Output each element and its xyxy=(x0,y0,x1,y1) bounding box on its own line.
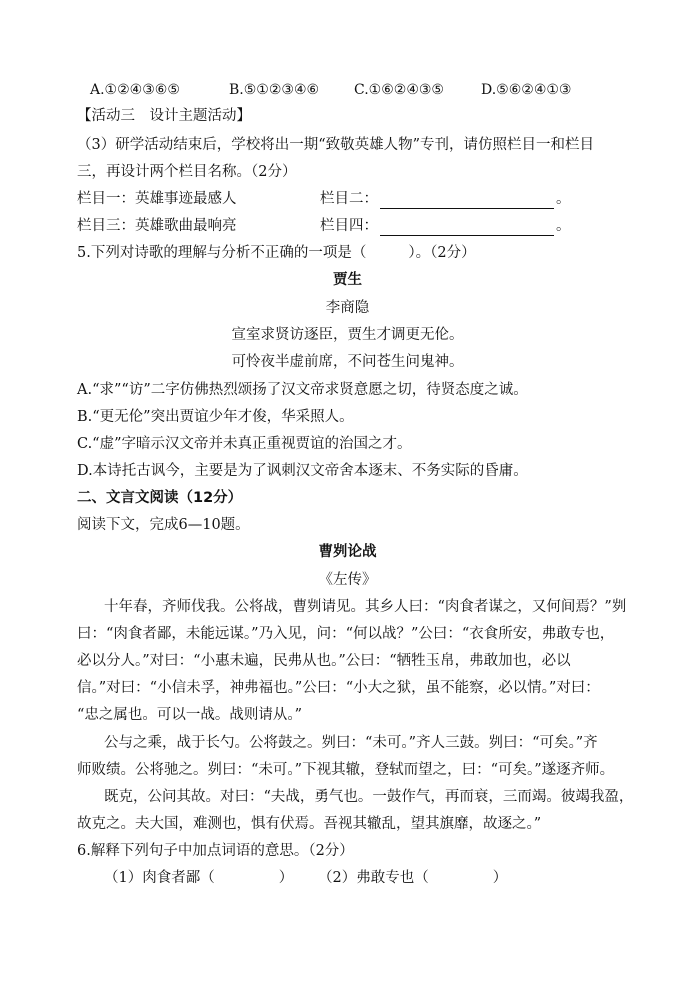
column4-period: 。 xyxy=(556,218,571,234)
option-a: A.①②④③⑥⑤ xyxy=(90,82,180,98)
option-c: C.①⑥②④③⑤ xyxy=(354,82,444,98)
column2-period: 。 xyxy=(556,191,571,207)
q5-stem-a: 5.下列对诗歌的理解与分析不正确的一项是（ xyxy=(77,245,367,261)
column1: 栏目一：英雄事迹最感人 xyxy=(77,191,237,207)
passage-p1-line1: 十年春，齐师伐我。公将战，曹刿请见。其乡人曰：“肉食者谋之，又何间焉？”刿 xyxy=(104,599,627,615)
column4-label: 栏目四： xyxy=(320,218,378,234)
poem-author: 李商隐 xyxy=(325,300,370,316)
passage-p3-line1: 既克，公问其故。对曰：“夫战，勇气也。一鼓作气，再而衰，三而竭。彼竭我盈， xyxy=(104,789,634,805)
passage-source: 《左传》 xyxy=(318,572,377,588)
column2-answer-blank[interactable] xyxy=(380,194,554,209)
column2-row xyxy=(320,189,571,209)
passage-title: 曹刿论战 xyxy=(318,544,377,560)
passage-p2-line1: 公与之乘，战于长勺。公将鼓之。刿曰：“未可。”齐人三鼓。刿曰：“可矣。”齐 xyxy=(104,735,598,751)
passage-p2-line2: 师败绩。公将驰之。刿曰：“未可。”下视其辙，登轼而望之，曰：“可矣。”遂逐齐师。 xyxy=(77,762,615,778)
poem-line1: 宣室求贤访逐臣，贾生才调更无伦。 xyxy=(231,327,464,343)
option-d: D.⑤⑥②④①③ xyxy=(481,82,572,98)
passage-p1-line3: 必以分人。”对曰：“小惠未遍，民弗从也。”公曰：“牺牲玉帛，弗敢加也，必以 xyxy=(77,653,571,669)
q5-option-c: C.“虚”字暗示汉文帝并未真正重视贾谊的治国之才。 xyxy=(77,436,412,452)
column2-label: 栏目二： xyxy=(320,191,378,207)
column4-row xyxy=(320,216,571,236)
q5-option-a: A.“求”“访”二字仿佛热烈颂扬了汉文帝求贤意愿之切，待贤态度之诚。 xyxy=(77,382,528,398)
q3-line1: （3）研学活动结束后，学校将出一期“致敬英雄人物”专刊，请仿照栏目一和栏目 xyxy=(77,137,595,153)
q3-line2: 三，再设计两个栏目名称。（2分） xyxy=(77,164,297,180)
q5-stem xyxy=(77,243,476,263)
q6-item2 xyxy=(318,868,507,888)
q6-item1 xyxy=(104,868,293,888)
activity3-heading: 【活动三 设计主题活动】 xyxy=(77,108,251,124)
passage-p1-line2: 曰：“肉食者鄙，未能远谋。”乃入见，问：“何以战？”公曰：“衣食所安，弗敢专也， xyxy=(77,626,615,642)
section2-instruction: 阅读下文，完成6—10题。 xyxy=(77,517,250,533)
q5-stem-b: ）。（2分） xyxy=(408,245,476,261)
column3: 栏目三：英雄歌曲最响亮 xyxy=(77,218,237,234)
section2-heading: 二、文言文阅读（12分） xyxy=(77,490,243,506)
q6-item2-a: （2）弗敢专也（ xyxy=(318,870,429,886)
passage-p1-line4: 信。”对曰：“小信未孚，神弗福也。”公曰：“小大之狱，虽不能察，必以情。”对曰： xyxy=(77,680,600,696)
q6-item1-a: （1）肉食者鄙（ xyxy=(104,870,215,886)
passage-p1-line5: “忠之属也。可以一战。战则请从。” xyxy=(77,707,303,723)
passage-p3-line2: 故克之。夫大国，难测也，惧有伏焉。吾视其辙乱，望其旗靡，故逐之。” xyxy=(77,816,542,832)
q6-stem: 6.解释下列句子中加点词语的意思。（2分） xyxy=(77,843,354,859)
q5-option-b: B.“更无伦”突出贾谊少年才俊，华采照人。 xyxy=(77,409,354,425)
q6-item2-b: ） xyxy=(492,870,508,886)
option-b: B.⑤①②③④⑥ xyxy=(229,82,320,98)
poem-title: 贾生 xyxy=(333,272,362,288)
poem-line2: 可怜夜半虚前席，不问苍生问鬼神。 xyxy=(231,354,464,370)
column4-answer-blank[interactable] xyxy=(380,221,554,236)
q6-item1-b: ） xyxy=(278,870,294,886)
q5-option-d: D.本诗托古讽今，主要是为了讽刺汉文帝舍本逐末、不务实际的昏庸。 xyxy=(77,463,528,479)
